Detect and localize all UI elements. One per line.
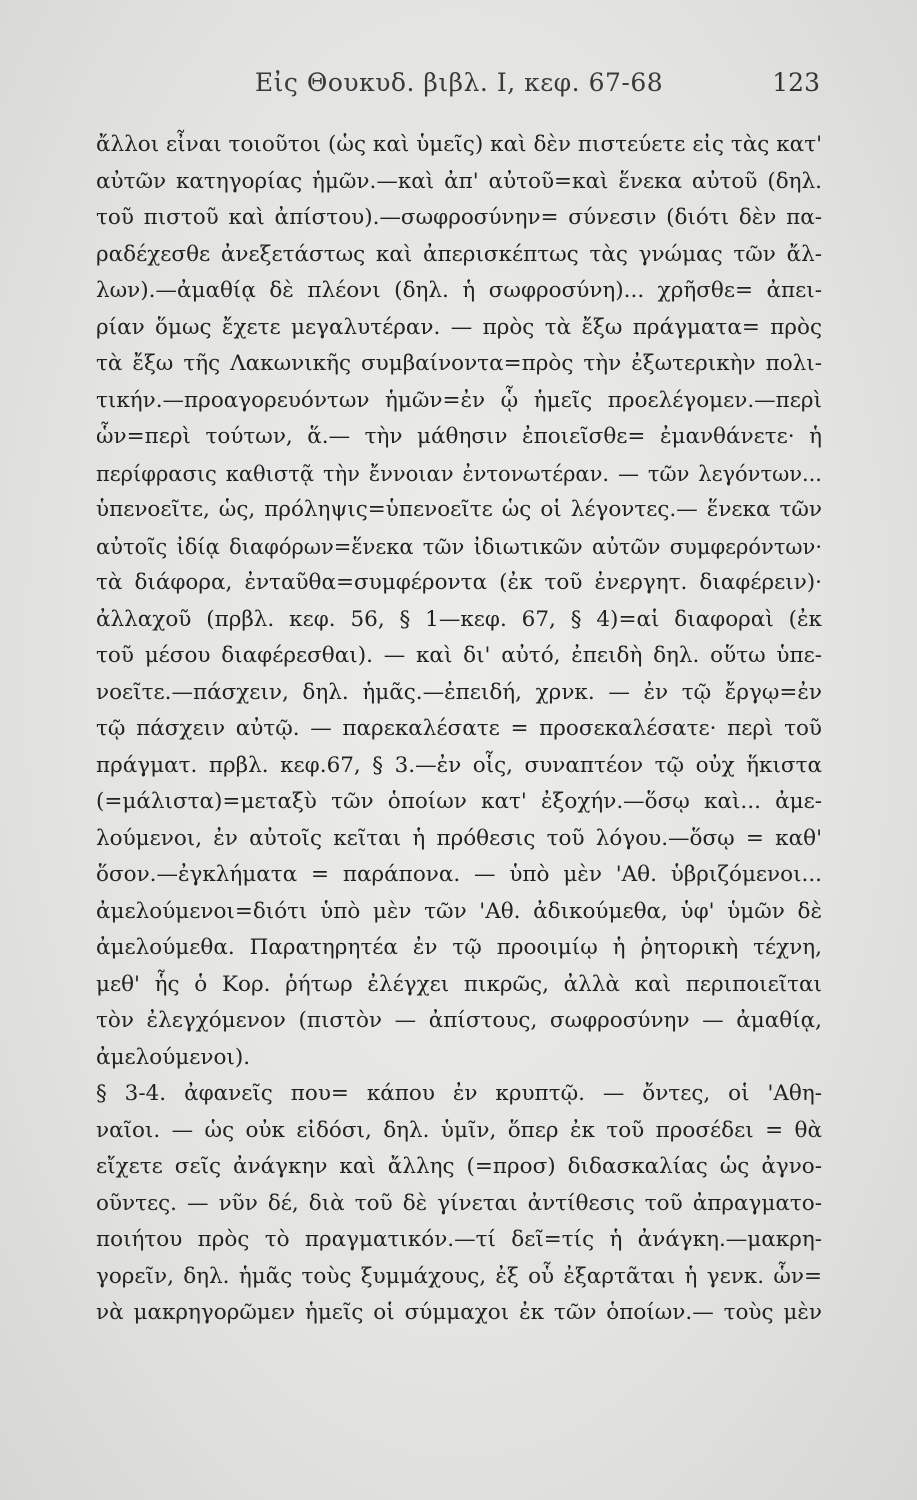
text-line: ἀμελούμενοι=διότι ὑπὸ μὲν τῶν 'Αθ. ἀδικούμεθα, ὑφ' ὑμῶν δὲ	[96, 898, 822, 924]
text-line: τὰ διάφορα, ἐνταῦθα=συμφέροντα (ἐκ τοῦ ἐνεργητ. διαφέρειν)·	[96, 570, 822, 595]
page-header	[96, 68, 822, 108]
text-line: (=μάλιστα)=μεταξὺ τῶν ὁποίων κατ' ἐξοχήν.—ὅσῳ καὶ... ἀμε-	[96, 789, 822, 814]
text-line: τοῦ πιστοῦ καὶ ἀπίστου).—σωφροσύνην= σύνεσιν (διότι δὲν πα-	[96, 205, 822, 230]
text-line: νὰ μακρηγορῶμεν ἡμεῖς οἱ σύμμαχοι ἐκ τῶν ὁποίων.— τοὺς μὲν	[96, 1300, 822, 1325]
page-number: 123	[772, 68, 820, 97]
text-line: τῷ πάσχειν αὐτῷ. — παρεκαλέσατε = προσεκαλέσατε· περὶ τοῦ	[96, 716, 822, 741]
text-line: ἀμελούμενοι).	[96, 1044, 251, 1070]
text-line: ρίαν ὅμως ἔχετε μεγαλυτέραν. — πρὸς τὰ ἔξω πράγματα= πρὸς	[96, 314, 822, 340]
text-line: τὸν ἐλεγχόμενον (πιστὸν — ἀπίστους, σωφροσύνην — ἀμαθίᾳ,	[96, 1008, 822, 1033]
text-line: νοεῖτε.—πάσχειν, δηλ. ἡμᾶς.—ἐπειδή, χρνκ. — ἐν τῷ ἔργῳ=ἐν	[96, 679, 822, 705]
text-line: ἀλλαχοῦ (πρβλ. κεφ. 56, § 1—κεφ. 67, § 4)=αἱ διαφοραὶ (ἐκ	[96, 606, 822, 632]
commentary-text	[96, 127, 822, 1332]
text-line: § 3-4. ἀφανεῖς που= κάπου ἐν κρυπτῷ. — ὄντες, οἱ 'Αθη-	[96, 1081, 822, 1106]
text-line: οῦντες. — νῦν δέ, διὰ τοῦ δὲ γίνεται ἀντίθεσις τοῦ ἀπραγματο-	[96, 1190, 822, 1216]
text-line: αὐτῶν κατηγορίας ἡμῶν.—καὶ ἀπ' αὐτοῦ=καὶ ἕνεκα αὐτοῦ (δηλ.	[96, 168, 822, 194]
text-line: ὑπενοεῖτε, ὡς, πρόληψις=ὑπενοεῖτε ὡς οἱ λέγοντες.— ἕνεκα τῶν	[96, 497, 822, 522]
text-line: τικήν.—προαγορευόντων ἡμῶν=ἐν ᾧ ἡμεῖς προελέγομεν.—περὶ	[96, 387, 822, 413]
text-line: ραδέχεσθε ἀνεξετάστως καὶ ἀπερισκέπτως τὰς γνώμας τῶν ἄλ-	[96, 241, 822, 267]
text-line: εἴχετε σεῖς ἀνάγκην καὶ ἄλλης (=προσ) διδασκαλίας ὡς ἀγνο-	[96, 1154, 822, 1179]
text-line: ὅσον.—ἐγκλήματα = παράπονα. — ὑπὸ μὲν 'Αθ. ὑβριζόμενοι...	[96, 862, 822, 887]
text-line: μεθ' ἧς ὁ Κορ. ῥήτωρ ἐλέγχει πικρῶς, ἀλλὰ καὶ περιποιεῖται	[96, 971, 822, 997]
text-line: τοῦ μέσου διαφέρεσθαι). — καὶ δι' αὐτό, ἐπειδὴ δηλ. οὕτω ὑπε-	[96, 643, 822, 668]
text-line: λων).—ἀμαθίᾳ δὲ πλέονι (δηλ. ἡ σωφροσύνη)... χρῆσθε= ἀπει-	[96, 278, 822, 303]
text-line: πράγματ. πρβλ. κεφ.67, § 3.—ἐν οἷς, συναπτέον τῷ οὐχ ἥκιστα	[96, 752, 822, 778]
text-line: τὰ ἔξω τῆς Λακωνικῆς συμβαίνοντα=πρὸς τὴν ἐξωτερικὴν πολι-	[96, 351, 822, 376]
text-line: γορεῖν, δηλ. ἡμᾶς τοὺς ξυμμάχους, ἐξ οὗ ἐξαρτᾶται ἡ γενκ. ὧν=	[96, 1263, 822, 1289]
text-line: ἀμελούμεθα. Παρατηρητέα ἐν τῷ προοιμίῳ ἡ ῥητορικὴ τέχνη,	[96, 935, 822, 960]
text-line: ποιήτου πρὸς τὸ πραγματικόν.—τί δεῖ=τίς ἡ ἀνάγκη.—μακρη-	[96, 1227, 822, 1252]
text-line: ναῖοι. — ὡς οὐκ εἰδόσι, δηλ. ὑμῖν, ὅπερ ἐκ τοῦ προσέδει = θὰ	[96, 1117, 822, 1143]
text-line: ὧν=περὶ τούτων, ἅ.— τὴν μάθησιν ἐποιεῖσθε= ἐμανθάνετε· ἡ	[96, 424, 822, 449]
text-line: ἄλλοι εἶναι τοιοῦτοι (ὡς καὶ ὑμεῖς) καὶ δὲν πιστεύετε εἰς τὰς κατ'	[96, 132, 822, 157]
text-line: λούμενοι, ἐν αὐτοῖς κεῖται ἡ πρόθεσις τοῦ λόγου.—ὅσῳ = καθ'	[96, 825, 822, 851]
running-title: Εἰς Θουκυδ. βιβλ. Ι, κεφ. 67-68	[254, 68, 664, 97]
text-line: αὐτοῖς ἰδίᾳ διαφόρων=ἕνεκα τῶν ἰδιωτικῶν αὐτῶν συμφερόντων·	[96, 534, 822, 559]
text-line: περίφρασις καθιστᾷ τὴν ἔννοιαν ἐντονωτέραν. — τῶν λεγόντων...	[96, 461, 822, 486]
